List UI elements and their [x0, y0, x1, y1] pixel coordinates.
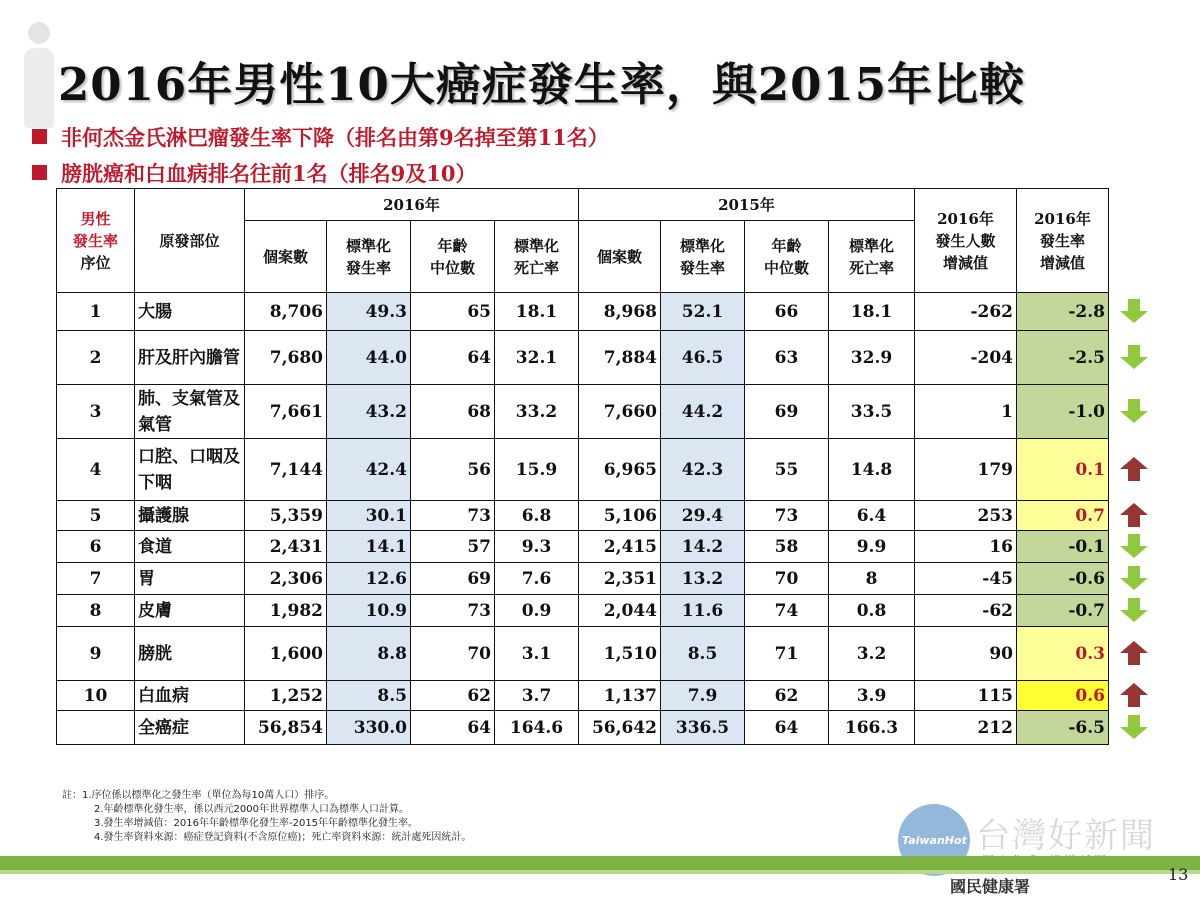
median-2015-cell: 58	[745, 531, 829, 563]
cases-2015-cell: 2,415	[579, 531, 661, 563]
median-2015-cell: 74	[745, 595, 829, 627]
bullet-1	[32, 122, 609, 152]
cases-2016-cell: 5,359	[245, 501, 327, 531]
cases-2016-cell: 1,600	[245, 627, 327, 681]
footnote-1: 註：1.序位係以標準化之發生率（單位為每10萬人口）排序。	[62, 790, 335, 801]
std-mort-2016-cell: 6.8	[495, 501, 579, 531]
rank-cell: 10	[57, 681, 135, 711]
table-body	[57, 293, 1109, 745]
std-inc-2015-cell: 14.2	[661, 531, 745, 563]
std-inc-2015-cell: 336.5	[661, 711, 745, 745]
cases-2016-cell: 2,306	[245, 563, 327, 595]
std-inc-2015-cell: 52.1	[661, 293, 745, 331]
rank-cell: 4	[57, 439, 135, 501]
watermark-logo-text: TaiwanHot	[902, 834, 967, 847]
delta-rate-cell: -0.6	[1017, 563, 1109, 595]
slide-title: 2016年男性10大癌症發生率，與2015年比較	[58, 58, 1026, 111]
delta-rate-cell: -0.1	[1017, 531, 1109, 563]
std-inc-2016-cell: 10.9	[327, 595, 411, 627]
delta-rate-cell: 0.6	[1017, 681, 1109, 711]
std-inc-2016-cell: 49.3	[327, 293, 411, 331]
std-mort-2015-cell: 33.5	[829, 385, 915, 439]
std-inc-2015-cell: 46.5	[661, 331, 745, 385]
cancer-incidence-table	[56, 188, 1109, 745]
cases-2015-cell: 1,510	[579, 627, 661, 681]
std-mort-2016-cell: 32.1	[495, 331, 579, 385]
cases-2015-cell: 56,642	[579, 711, 661, 745]
table-row	[57, 439, 1109, 501]
median-2016-cell: 70	[411, 627, 495, 681]
table-row	[57, 681, 1109, 711]
bullet-2-text: 膀胱癌和白血病排名往前1名（排名9及10）	[61, 161, 477, 186]
delta-rate-cell: -1.0	[1017, 385, 1109, 439]
std-inc-2016-cell: 14.1	[327, 531, 411, 563]
arrow-down-icon	[1118, 398, 1150, 424]
median-2016-cell: 73	[411, 595, 495, 627]
header-cases-2016: 個案數	[245, 221, 327, 293]
delta-rate-cell: 0.1	[1017, 439, 1109, 501]
table-row	[57, 711, 1109, 745]
cases-2015-cell: 5,106	[579, 501, 661, 531]
site-cell: 肺、支氣管及氣管	[135, 385, 245, 439]
std-mort-2016-cell: 33.2	[495, 385, 579, 439]
delta-cases-cell: 179	[915, 439, 1017, 501]
footnote-4: 4.發生率資料來源：癌症登記資料(不含原位癌)；死亡率資料來源：統計處死因統計。	[94, 832, 472, 843]
arrow-down-icon	[1118, 533, 1150, 559]
std-mort-2015-cell: 3.9	[829, 681, 915, 711]
std-mort-2015-cell: 8	[829, 563, 915, 595]
site-cell: 膀胱	[135, 627, 245, 681]
cases-2016-cell: 8,706	[245, 293, 327, 331]
page-number: 13	[1168, 865, 1189, 884]
site-cell: 白血病	[135, 681, 245, 711]
delta-cases-cell: -262	[915, 293, 1017, 331]
std-inc-2016-cell: 8.5	[327, 681, 411, 711]
header-std-mort-2016: 標準化 死亡率	[495, 221, 579, 293]
median-2016-cell: 68	[411, 385, 495, 439]
arrow-up-icon	[1118, 640, 1150, 666]
cases-2016-cell: 7,680	[245, 331, 327, 385]
table-row	[57, 531, 1109, 563]
cases-2016-cell: 1,252	[245, 681, 327, 711]
std-mort-2015-cell: 0.8	[829, 595, 915, 627]
std-inc-2016-cell: 44.0	[327, 331, 411, 385]
rank-cell: 5	[57, 501, 135, 531]
delta-cases-cell: -45	[915, 563, 1017, 595]
std-mort-2016-cell: 9.3	[495, 531, 579, 563]
rank-cell: 7	[57, 563, 135, 595]
std-mort-2016-cell: 7.6	[495, 563, 579, 595]
delta-cases-cell: 115	[915, 681, 1017, 711]
site-cell: 全癌症	[135, 711, 245, 745]
delta-cases-cell: 90	[915, 627, 1017, 681]
header-cases-2015: 個案數	[579, 221, 661, 293]
std-inc-2016-cell: 12.6	[327, 563, 411, 595]
rank-cell	[57, 711, 135, 745]
footnotes	[62, 789, 471, 845]
std-inc-2015-cell: 29.4	[661, 501, 745, 531]
std-inc-2015-cell: 8.5	[661, 627, 745, 681]
std-inc-2015-cell: 42.3	[661, 439, 745, 501]
median-2015-cell: 62	[745, 681, 829, 711]
std-inc-2015-cell: 11.6	[661, 595, 745, 627]
header-rank: 男性 發生率 序位	[57, 189, 135, 293]
bullet-square-icon	[32, 165, 47, 180]
std-mort-2016-cell: 164.6	[495, 711, 579, 745]
site-cell: 口腔、口咽及下咽	[135, 439, 245, 501]
arrow-up-icon	[1118, 682, 1150, 708]
std-mort-2015-cell: 32.9	[829, 331, 915, 385]
table-row	[57, 385, 1109, 439]
site-cell: 大腸	[135, 293, 245, 331]
median-2016-cell: 64	[411, 711, 495, 745]
rank-cell: 2	[57, 331, 135, 385]
header-std-inc-2015: 標準化 發生率	[661, 221, 745, 293]
arrow-down-icon	[1118, 714, 1150, 740]
arrow-down-icon	[1118, 298, 1150, 324]
table-row	[57, 331, 1109, 385]
median-2016-cell: 69	[411, 563, 495, 595]
std-mort-2016-cell: 18.1	[495, 293, 579, 331]
rank-cell: 3	[57, 385, 135, 439]
rank-cell: 9	[57, 627, 135, 681]
person-body-shape	[24, 48, 54, 128]
table-row	[57, 627, 1109, 681]
cases-2015-cell: 2,351	[579, 563, 661, 595]
delta-rate-cell: -2.5	[1017, 331, 1109, 385]
std-inc-2015-cell: 13.2	[661, 563, 745, 595]
decorative-person-graphic	[20, 22, 56, 132]
median-2016-cell: 62	[411, 681, 495, 711]
rank-cell: 6	[57, 531, 135, 563]
bullet-1-text: 非何杰金氏淋巴瘤發生率下降（排名由第9名掉至第11名）	[61, 125, 609, 150]
header-median-2015: 年齡 中位數	[745, 221, 829, 293]
delta-rate-cell: 0.3	[1017, 627, 1109, 681]
std-inc-2016-cell: 330.0	[327, 711, 411, 745]
median-2015-cell: 66	[745, 293, 829, 331]
delta-cases-cell: 253	[915, 501, 1017, 531]
cases-2016-cell: 7,144	[245, 439, 327, 501]
std-mort-2016-cell: 3.7	[495, 681, 579, 711]
median-2015-cell: 55	[745, 439, 829, 501]
table-row	[57, 563, 1109, 595]
header-std-inc-2016: 標準化 發生率	[327, 221, 411, 293]
footer-bar	[0, 856, 1200, 870]
table-row	[57, 595, 1109, 627]
std-mort-2015-cell: 6.4	[829, 501, 915, 531]
delta-rate-cell: 0.7	[1017, 501, 1109, 531]
bullet-square-icon	[32, 129, 47, 144]
site-cell: 食道	[135, 531, 245, 563]
cases-2016-cell: 56,854	[245, 711, 327, 745]
std-inc-2016-cell: 8.8	[327, 627, 411, 681]
footnote-2: 2.年齡標準化發生率，係以西元2000年世界標準人口為標準人口計算。	[94, 804, 409, 815]
cases-2016-cell: 7,661	[245, 385, 327, 439]
watermark-title: 台灣好新聞	[976, 816, 1156, 856]
header-year-2016: 2016年	[245, 189, 579, 221]
std-mort-2015-cell: 18.1	[829, 293, 915, 331]
site-cell: 肝及肝內膽管	[135, 331, 245, 385]
delta-rate-cell: -2.8	[1017, 293, 1109, 331]
rank-cell: 1	[57, 293, 135, 331]
std-inc-2015-cell: 7.9	[661, 681, 745, 711]
std-inc-2015-cell: 44.2	[661, 385, 745, 439]
header-site: 原發部位	[135, 189, 245, 293]
std-mort-2015-cell: 14.8	[829, 439, 915, 501]
median-2015-cell: 71	[745, 627, 829, 681]
delta-rate-cell: -6.5	[1017, 711, 1109, 745]
std-inc-2016-cell: 43.2	[327, 385, 411, 439]
std-mort-2016-cell: 3.1	[495, 627, 579, 681]
median-2015-cell: 69	[745, 385, 829, 439]
median-2016-cell: 65	[411, 293, 495, 331]
cases-2015-cell: 7,660	[579, 385, 661, 439]
median-2016-cell: 64	[411, 331, 495, 385]
median-2016-cell: 73	[411, 501, 495, 531]
person-head-shape	[28, 22, 50, 44]
header-year-2015: 2015年	[579, 189, 915, 221]
cases-2015-cell: 6,965	[579, 439, 661, 501]
cases-2015-cell: 2,044	[579, 595, 661, 627]
std-mort-2015-cell: 9.9	[829, 531, 915, 563]
site-cell: 皮膚	[135, 595, 245, 627]
header-median-2016: 年齡 中位數	[411, 221, 495, 293]
rank-cell: 8	[57, 595, 135, 627]
cases-2016-cell: 1,982	[245, 595, 327, 627]
delta-cases-cell: 212	[915, 711, 1017, 745]
header-delta-rate: 2016年 發生率 增減值	[1017, 189, 1109, 293]
median-2016-cell: 57	[411, 531, 495, 563]
std-mort-2015-cell: 166.3	[829, 711, 915, 745]
delta-cases-cell: 1	[915, 385, 1017, 439]
median-2015-cell: 63	[745, 331, 829, 385]
arrow-up-icon	[1118, 502, 1150, 528]
median-2015-cell: 73	[745, 501, 829, 531]
delta-cases-cell: 16	[915, 531, 1017, 563]
std-inc-2016-cell: 42.4	[327, 439, 411, 501]
std-mort-2016-cell: 0.9	[495, 595, 579, 627]
cases-2015-cell: 8,968	[579, 293, 661, 331]
arrow-up-icon	[1118, 456, 1150, 482]
footnote-3: 3.發生率增減值：2016年年齡標準化發生率-2015年年齡標準化發生率。	[94, 818, 419, 829]
site-cell: 攝護腺	[135, 501, 245, 531]
header-std-mort-2015: 標準化 死亡率	[829, 221, 915, 293]
arrow-down-icon	[1118, 565, 1150, 591]
site-cell: 胃	[135, 563, 245, 595]
median-2016-cell: 56	[411, 439, 495, 501]
std-mort-2016-cell: 15.9	[495, 439, 579, 501]
arrow-down-icon	[1118, 597, 1150, 623]
bullet-2	[32, 158, 476, 188]
arrow-down-icon	[1118, 344, 1150, 370]
cases-2015-cell: 7,884	[579, 331, 661, 385]
cases-2015-cell: 1,137	[579, 681, 661, 711]
delta-cases-cell: -204	[915, 331, 1017, 385]
cases-2016-cell: 2,431	[245, 531, 327, 563]
delta-rate-cell: -0.7	[1017, 595, 1109, 627]
std-inc-2016-cell: 30.1	[327, 501, 411, 531]
delta-cases-cell: -62	[915, 595, 1017, 627]
median-2015-cell: 64	[745, 711, 829, 745]
table-row	[57, 501, 1109, 531]
header-delta-cases: 2016年 發生人數 增減值	[915, 189, 1017, 293]
std-mort-2015-cell: 3.2	[829, 627, 915, 681]
median-2015-cell: 70	[745, 563, 829, 595]
footer-brand: 國民健康署	[950, 877, 1031, 896]
table-row	[57, 293, 1109, 331]
